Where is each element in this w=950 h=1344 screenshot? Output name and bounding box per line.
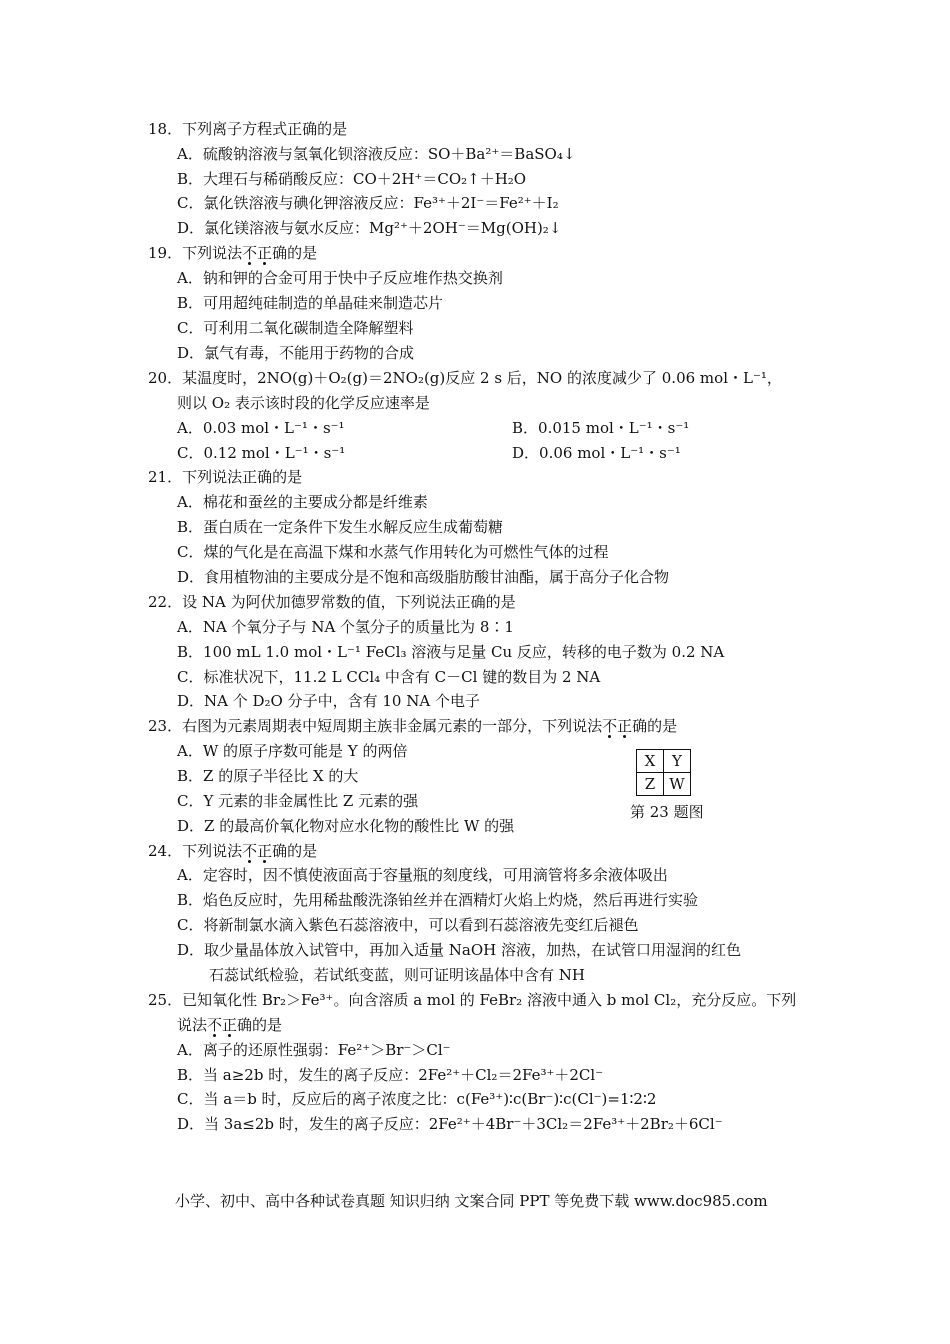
q20-stem: 20．某温度时，2NO(g)＋O₂(g)＝2NO₂(g)反应 2 s 后，NO 的浓度减少了 0.06 mol・L⁻¹， bbox=[148, 369, 782, 387]
q19-stem bbox=[148, 241, 317, 265]
element-cell-x: X bbox=[637, 750, 664, 773]
emphasis-dot-char: 不 bbox=[242, 244, 258, 262]
emphasis-dot-char: 正 bbox=[257, 842, 273, 860]
q18-option-d: D．氯化镁溶液与氨水反应：Mg²⁺＋2OH⁻＝Mg(OH)₂↓ bbox=[177, 219, 562, 237]
q25-stem-line2 bbox=[177, 1013, 282, 1037]
emphasis-dot-char: 不 bbox=[207, 1016, 223, 1034]
q19-stem-pre: 19．下列说法 bbox=[148, 244, 243, 262]
q25-stem2-pre: 说法 bbox=[177, 1016, 208, 1034]
q24-option-d-continued: 石蕊试纸检验，若试纸变蓝，则可证明该晶体中含有 NH bbox=[209, 966, 585, 984]
q21-option-c: C．煤的气化是在高温下煤和水蒸气作用转化为可燃性气体的过程 bbox=[177, 543, 609, 561]
q18-option-b: B．大理石与稀硝酸反应：CO＋2H⁺＝CO₂↑＋H₂O bbox=[177, 170, 527, 188]
q25-option-c: C．当 a＝b 时，反应后的离子浓度之比：c(Fe³⁺)∶c(Br⁻)∶c(Cl⁻)=1∶2∶2 bbox=[177, 1090, 657, 1108]
q24-stem-post: 确的是 bbox=[272, 842, 318, 860]
q23-stem-pre: 23．右图为元素周期表中短周期主族非金属元素的一部分，下列说法 bbox=[148, 717, 603, 735]
element-cell-w: W bbox=[664, 773, 691, 796]
q22-option-d: D．NA 个 D₂O 分子中，含有 10 NA 个电子 bbox=[177, 692, 480, 710]
q19-option-d: D．氯气有毒，不能用于药物的合成 bbox=[177, 344, 415, 362]
q24-stem bbox=[148, 839, 317, 863]
q22-option-a: A．NA 个氧分子与 NA 个氢分子的质量比为 8∶1 bbox=[177, 618, 514, 636]
q23-stem-post: 确的是 bbox=[632, 717, 678, 735]
q20-option-a: A．0.03 mol・L⁻¹・s⁻¹ bbox=[177, 419, 345, 437]
q24-option-a: A．定容时，因不慎使液面高于容量瓶的刻度线，可用滴管将多余液体吸出 bbox=[177, 866, 668, 884]
q23-option-c: C．Y 元素的非金属性比 Z 元素的强 bbox=[177, 792, 419, 810]
periodic-table-fragment bbox=[636, 749, 691, 796]
q20-option-b: B．0.015 mol・L⁻¹・s⁻¹ bbox=[512, 419, 690, 437]
q23-option-d: D．Z 的最高价氧化物对应水化物的酸性比 W 的强 bbox=[177, 817, 515, 835]
q21-stem: 21．下列说法正确的是 bbox=[148, 468, 303, 486]
q24-stem-pre: 24．下列说法 bbox=[148, 842, 243, 860]
q18-option-c: C．氯化铁溶液与碘化钾溶液反应：Fe³⁺＋2I⁻＝Fe²⁺＋I₂ bbox=[177, 194, 559, 212]
q25-option-a: A．离子的还原性强弱：Fe²⁺＞Br⁻＞Cl⁻ bbox=[177, 1041, 451, 1059]
emphasis-dot-char: 不 bbox=[242, 842, 258, 860]
q24-option-c: C．将新制氯水滴入紫色石蕊溶液中，可以看到石蕊溶液先变红后褪色 bbox=[177, 916, 639, 934]
emphasis-dot-char: 正 bbox=[617, 717, 633, 735]
q19-option-c: C．可利用二氧化碳制造全降解塑料 bbox=[177, 319, 414, 337]
q25-option-b: B．当 a≥2b 时，发生的离子反应：2Fe²⁺＋Cl₂＝2Fe³⁺＋2Cl⁻ bbox=[177, 1066, 604, 1084]
element-cell-z: Z bbox=[637, 773, 664, 796]
q18-stem: 18．下列离子方程式正确的是 bbox=[148, 120, 348, 138]
q22-option-b: B．100 mL 1.0 mol・L⁻¹ FeCl₃ 溶液与足量 Cu 反应，转移的电子数为 0.2 NA bbox=[177, 643, 725, 661]
q21-option-b: B．蛋白质在一定条件下发生水解反应生成葡萄糖 bbox=[177, 518, 504, 536]
q24-option-b: B．焰色反应时，先用稀盐酸洗涤铂丝并在酒精灯火焰上灼烧，然后再进行实验 bbox=[177, 891, 699, 909]
q23-stem bbox=[148, 714, 677, 738]
q25-option-d: D．当 3a≤2b 时，发生的离子反应：2Fe²⁺＋4Br⁻＋3Cl₂＝2Fe³⁺＋2Br₂＋6Cl⁻ bbox=[177, 1115, 723, 1133]
q19-stem-post: 确的是 bbox=[272, 244, 318, 262]
emphasis-dot-char: 正 bbox=[257, 244, 273, 262]
q21-option-d: D．食用植物油的主要成分是不饱和高级脂肪酸甘油酯，属于高分子化合物 bbox=[177, 568, 670, 586]
emphasis-dot-char: 不 bbox=[602, 717, 618, 735]
q22-stem: 22．设 NA 为阿伏加德罗常数的值，下列说法正确的是 bbox=[148, 593, 516, 611]
emphasis-dot-char: 正 bbox=[222, 1016, 238, 1034]
q25-stem2-post: 确的是 bbox=[237, 1016, 283, 1034]
q20-option-c: C．0.12 mol・L⁻¹・s⁻¹ bbox=[177, 444, 346, 462]
q25-stem: 25．已知氧化性 Br₂＞Fe³⁺。向含溶质 a mol 的 FeBr₂ 溶液中通入 b mol Cl₂，充分反应。下列 bbox=[148, 991, 797, 1009]
q22-option-c: C．标准状况下，11.2 L CCl₄ 中含有 C－Cl 键的数目为 2 NA bbox=[177, 668, 601, 686]
q20-option-d: D．0.06 mol・L⁻¹・s⁻¹ bbox=[512, 444, 681, 462]
q19-option-a: A．钠和钾的合金可用于快中子反应堆作热交换剂 bbox=[177, 269, 503, 287]
q19-option-b: B．可用超纯硅制造的单晶硅来制造芯片 bbox=[177, 294, 444, 312]
q21-option-a: A．棉花和蚕丝的主要成分都是纤维素 bbox=[177, 493, 428, 511]
q24-option-d: D．取少量晶体放入试管中，再加入适量 NaOH 溶液，加热，在试管口用湿润的红色 bbox=[177, 941, 742, 959]
footer-link-text[interactable]: 小学、初中、高中各种试卷真题 知识归纳 文案合同 PPT 等免费下载 www.doc985.com bbox=[175, 1192, 768, 1210]
figure-caption: 第 23 题图 bbox=[630, 803, 704, 821]
q23-option-a: A．W 的原子序数可能是 Y 的两倍 bbox=[177, 742, 408, 760]
q20-stem-line2: 则以 O₂ 表示该时段的化学反应速率是 bbox=[177, 394, 430, 412]
q18-option-a: A．硫酸钠溶液与氢氧化钡溶液反应：SO＋Ba²⁺＝BaSO₄↓ bbox=[177, 145, 576, 163]
element-cell-y: Y bbox=[664, 750, 691, 773]
q23-option-b: B．Z 的原子半径比 X 的大 bbox=[177, 767, 359, 785]
